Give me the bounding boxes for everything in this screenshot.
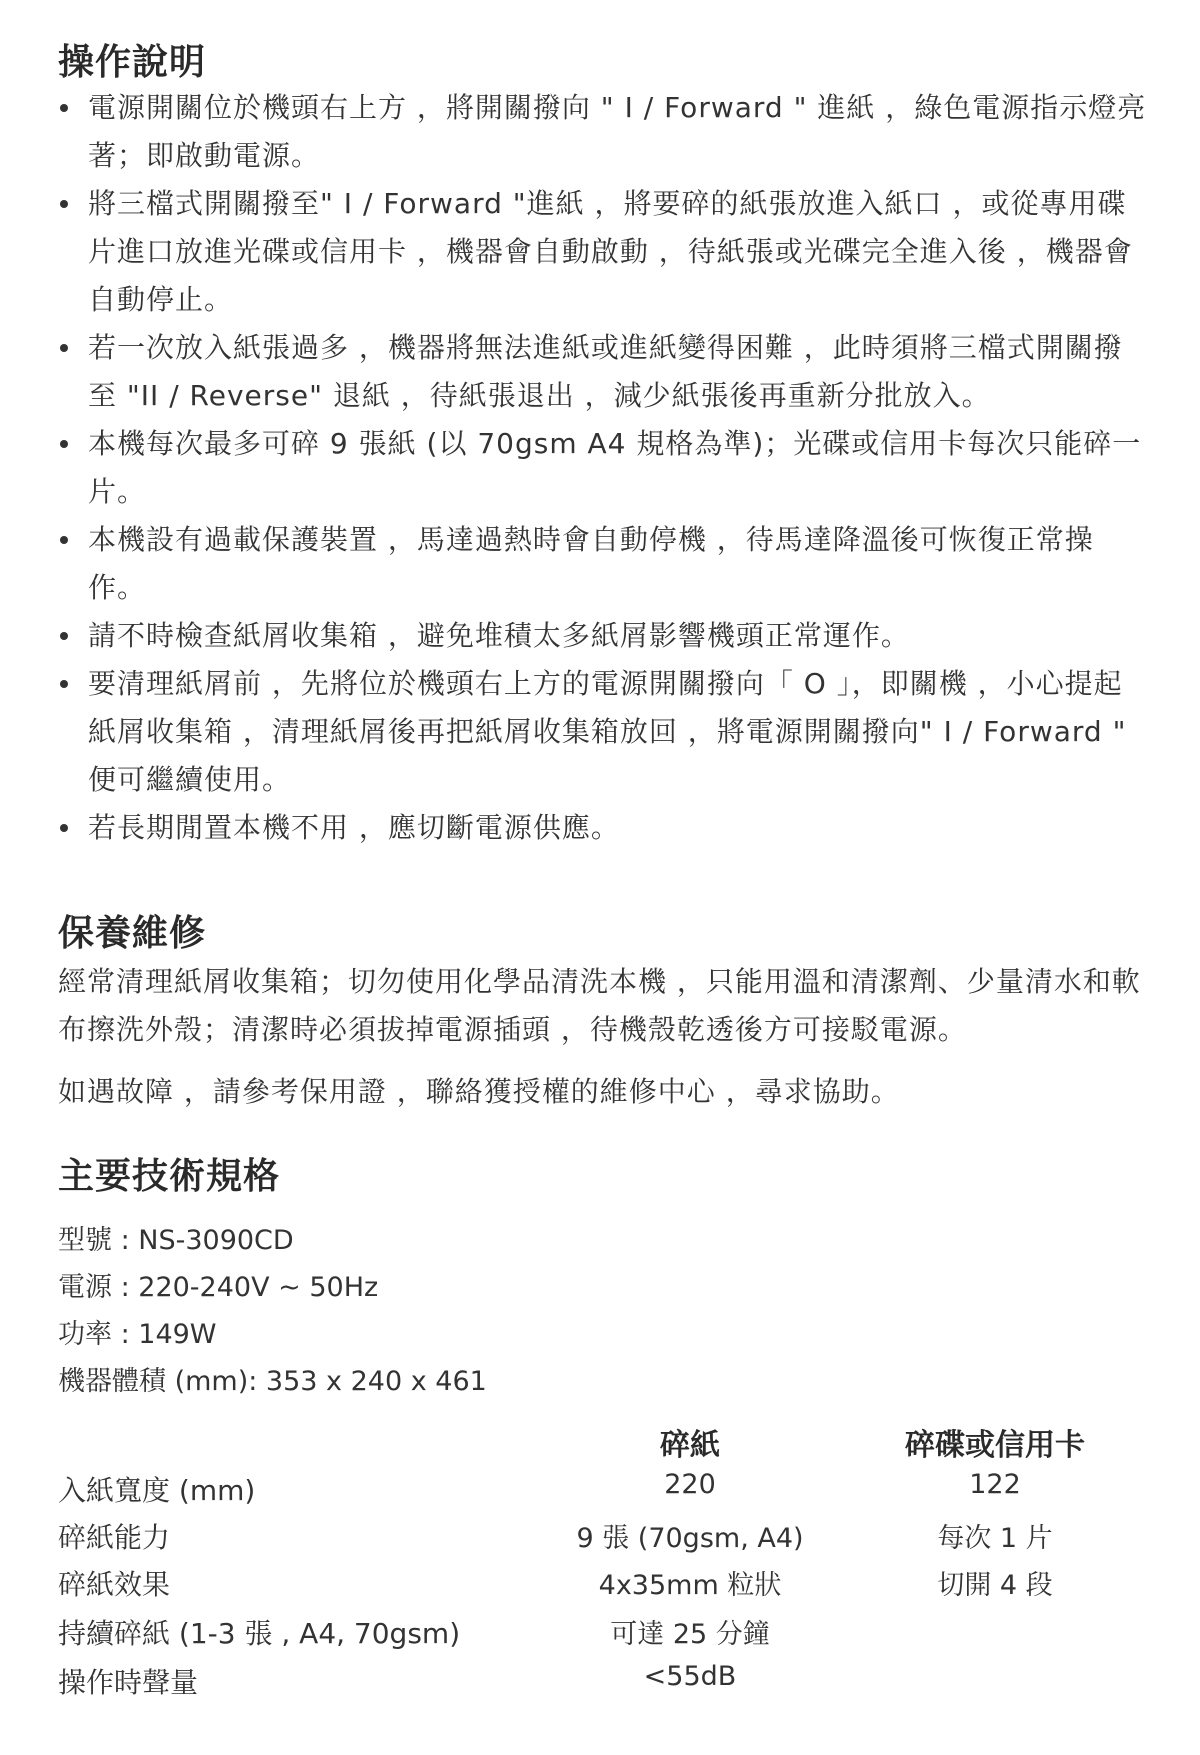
list-item-text: 若長期閒置本機不用 ，應切斷電源供應。 <box>88 811 620 844</box>
list-item-text: 若一次放入紙張過多 ，機器將無法進紙或進紙變得困難 ，此時須將三檔式開關撥至 "II / Reverse" 退紙 ，待紙張退出 ，減少紙張後再重新分批放入。 <box>88 331 1123 412</box>
table-cell-disc: 122 <box>969 1469 1021 1500</box>
table-cell-disc: 每次 1 片 <box>937 1523 1053 1554</box>
list-item <box>58 660 1148 804</box>
maintenance-title: 保養維修 <box>58 913 207 954</box>
table-row-label: 操作時聲量 <box>58 1666 199 1699</box>
table-cell-paper: 9 張 (70gsm, A4) <box>576 1523 804 1554</box>
spec-dimensions: 機器體積 (mm): 353 x 240 x 461 <box>58 1366 487 1397</box>
list-item <box>58 420 1148 516</box>
table-cell-disc: 切開 4 段 <box>937 1570 1053 1601</box>
operation-title: 操作說明 <box>58 42 207 83</box>
table-cell-paper: 4x35mm 粒狀 <box>598 1570 782 1601</box>
bullet-icon <box>60 632 68 640</box>
table-header-paper: 碎紙 <box>660 1428 720 1463</box>
operation-list <box>58 84 1148 852</box>
table-row-label: 碎紙效果 <box>58 1568 171 1601</box>
bullet-icon <box>60 536 68 544</box>
spec-power: 功率 : 149W <box>58 1319 217 1350</box>
list-item-text: 將三檔式開關撥至" I / Forward "進紙 ，將要碎的紙張放進入紙口 ，或從專用碟片進口放進光碟或信用卡 ，機器會自動啟動 ，待紙張或光碟完全進入後 ，機器會自動停止。 <box>88 187 1133 316</box>
list-item-text: 本機設有過載保護裝置 ，馬達過熱時會自動停機 ，待馬達降溫後可恢復正常操作。 <box>88 523 1094 604</box>
list-item <box>58 612 1148 660</box>
list-item <box>58 180 1148 324</box>
list-item-text: 本機每次最多可碎 9 張紙 (以 70gsm A4 規格為準)；光碟或信用卡每次只能碎一片。 <box>88 427 1142 508</box>
list-item-text: 電源開關位於機頭右上方 ，將開關撥向 " I / Forward " 進紙 ，綠色電源指示燈亮著；即啟動電源。 <box>88 91 1147 172</box>
list-item <box>58 516 1148 612</box>
bullet-icon <box>60 680 68 688</box>
bullet-icon <box>60 200 68 208</box>
table-row-label: 持續碎紙 (1-3 張 , A4, 70gsm) <box>58 1617 461 1650</box>
list-item <box>58 84 1148 180</box>
table-row-label: 碎紙能力 <box>58 1521 171 1554</box>
fault-paragraph: 如遇故障 ，請參考保用證 ，聯絡獲授權的維修中心 ，尋求協助。 <box>58 1075 900 1108</box>
specs-title: 主要技術規格 <box>58 1156 281 1197</box>
bullet-icon <box>60 104 68 112</box>
bullet-icon <box>60 824 68 832</box>
maintenance-paragraph: 經常清理紙屑收集箱；切勿使用化學品清洗本機 ，只能用溫和清潔劑、少量清水和軟布擦洗外殼；清潔時必須拔掉電源插頭 ，待機殼乾透後方可接駁電源。 <box>58 965 1141 1046</box>
bullet-icon <box>60 440 68 448</box>
table-row-label: 入紙寬度 (mm) <box>58 1474 256 1507</box>
table-cell-paper: 可達 25 分鐘 <box>610 1619 770 1650</box>
table-cell-paper: <55dB <box>643 1661 737 1692</box>
list-item-text: 請不時檢查紙屑收集箱 ，避免堆積太多紙屑影響機頭正常運作。 <box>88 619 910 652</box>
bullet-icon <box>60 344 68 352</box>
table-cell-paper: 220 <box>664 1469 716 1500</box>
table-header-disc: 碎碟或信用卡 <box>905 1428 1085 1463</box>
list-item <box>58 324 1148 420</box>
spec-power-supply: 電源 : 220-240V ~ 50Hz <box>58 1272 379 1303</box>
list-item <box>58 804 1148 852</box>
list-item-text: 要清理紙屑前 ，先將位於機頭右上方的電源開關撥向「 O 」，即關機 ，小心提起紙屑收集箱 ，清理紙屑後再把紙屑收集箱放回 ，將電源開關撥向" I / Forward " 便可繼續使用。 <box>88 667 1127 796</box>
spec-model: 型號 : NS-3090CD <box>58 1225 294 1256</box>
